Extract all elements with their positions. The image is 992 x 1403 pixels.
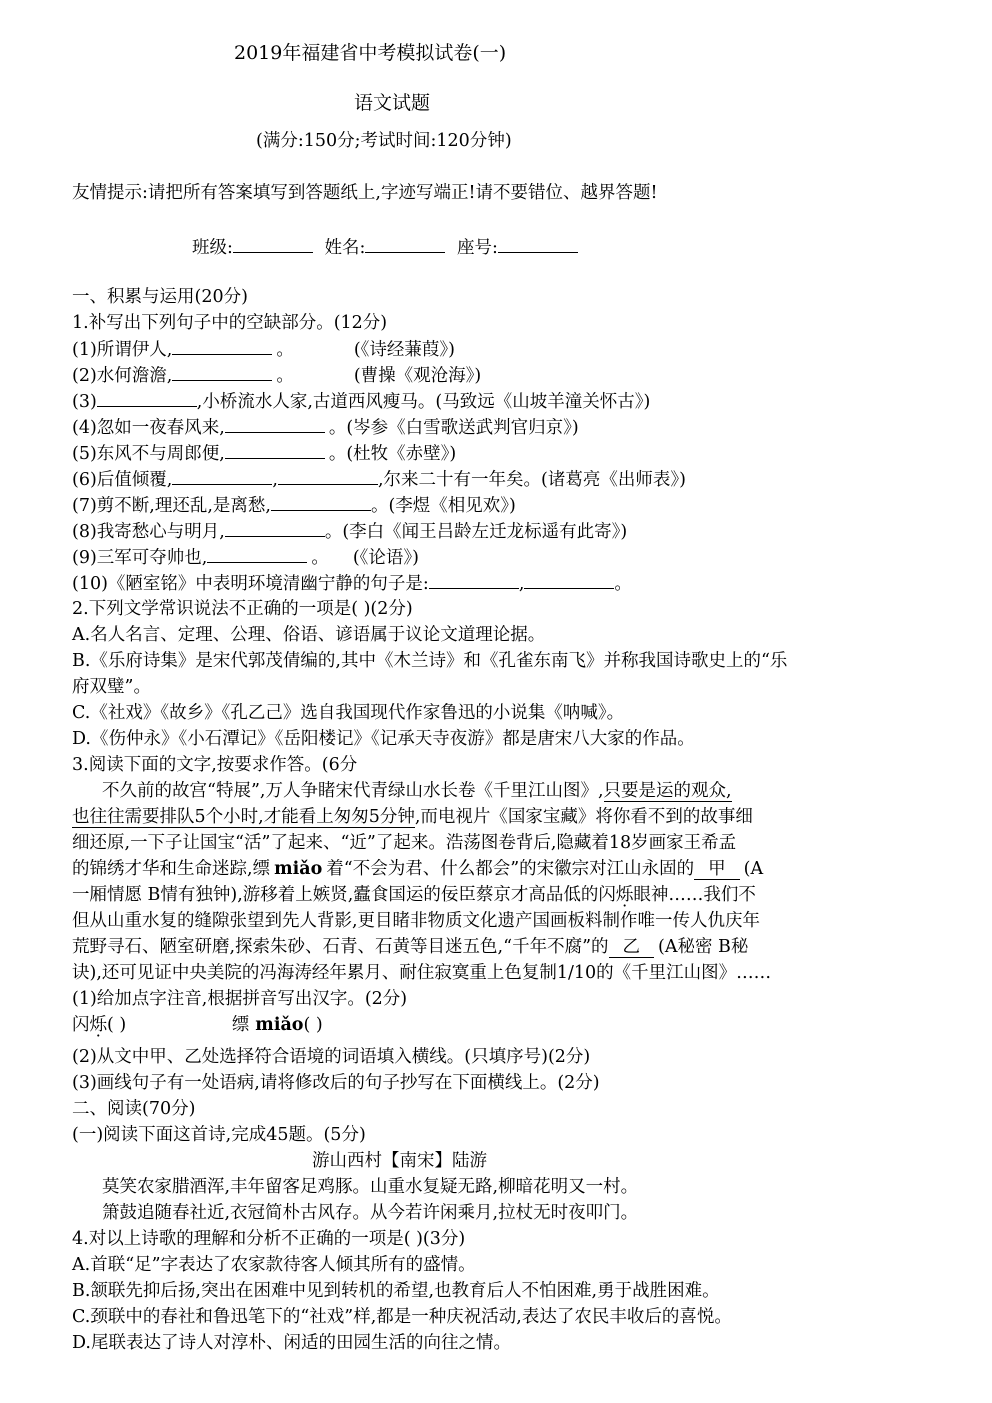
answer-blank[interactable] xyxy=(524,570,614,589)
q3-passage-line-1: 不久前的故宫“特展”,万人争睹宋代青绿山水长卷《千里江山图》,只要是运的观众, xyxy=(102,781,732,801)
q3-sub-1-answers: 闪烁( ) 缥 miǎo( ) xyxy=(72,1015,323,1035)
answer-blank[interactable] xyxy=(172,362,272,381)
q1-item-10: (10)《陋室铭》中表明环境清幽宁静的句子是: , 。 xyxy=(72,570,632,597)
subject-title: 语文试题 xyxy=(354,92,431,114)
q3-passage-line-7: 荒野寻石、陋室研磨,探索朱砂、石青、石黄等目迷五色,“千年不腐”的 乙 (A秘密 B秘 xyxy=(72,937,749,957)
q3-passage-line-2: 也往往需要排队5个小时,才能看上匆匆5分钟,而电视片《国家宝藏》将你看不到的故事细 xyxy=(72,807,753,827)
q4-option-b: B.颔联先抑后扬,突出在困难中见到转机的希望,也教育后人不怕困难,勇于战胜困难。 xyxy=(72,1281,720,1301)
exam-title: 2019年福建省中考模拟试卷(一) xyxy=(234,42,507,64)
q1-item-3: (3) ,小桥流水人家,古道西风瘦马。(马致远《山坡羊潼关怀古》) xyxy=(72,388,650,415)
exam-meta: (满分:150分;考试时间:120分钟) xyxy=(256,131,512,151)
answer-blank[interactable] xyxy=(172,336,272,355)
q2-stem: 2.下列文学常识说法不正确的一项是( )(2分) xyxy=(72,599,413,619)
answer-blank[interactable] xyxy=(271,492,371,511)
answer-paren[interactable]: ( ) xyxy=(303,1015,323,1035)
friendly-tip: 友情提示:请把所有答案填写到答题纸上,字迹写端正!请不要错位、越界答题! xyxy=(72,183,658,203)
q3-passage-line-5: 一厢情愿 B情有独钟),游移着上嫉贤,蠹食国运的佞臣蔡京才高品低的闪烁眼神……我们不 xyxy=(72,885,756,905)
underlined-sentence: 只要是运的观众, xyxy=(603,781,732,801)
q4-option-d: D.尾联表达了诗人对淳朴、闲适的田园生活的向往之情。 xyxy=(72,1333,511,1353)
underlined-sentence: 也往往需要排队5个小时,才能看上匆匆5分钟 xyxy=(72,807,415,827)
q4-option-c: C.颈联中的春社和鲁迅笔下的“社戏”样,都是一种庆祝活动,表达了农民丰收后的喜悦。 xyxy=(72,1307,732,1327)
q3-sub-3: (3)画线句子有一处语病,请将修改后的句子抄写在下面横线上。(2分) xyxy=(72,1073,600,1093)
class-blank[interactable] xyxy=(233,234,313,253)
q2-option-d: D.《伤仲永》《小石潭记》《岳阳楼记》《记承天寺夜游》都是唐宋八大家的作品。 xyxy=(72,729,695,749)
pinyin-miao: miǎo xyxy=(274,859,323,879)
answer-blank[interactable] xyxy=(225,518,325,537)
q3-passage-line-8: 诀),还可见证中央美院的冯海涛经年累月、耐住寂寞重上色复制1/10的《千里江山图》…… xyxy=(72,963,772,983)
q1-item-1: (1)所谓伊人, 。 (《诗经蒹葭》) xyxy=(72,336,455,363)
q2-option-c: C.《社戏》《故乡》《孔乙己》选自我国现代作家鲁迅的小说集《呐喊》。 xyxy=(72,703,625,723)
answer-blank[interactable] xyxy=(97,388,197,407)
answer-blank[interactable] xyxy=(278,466,378,485)
poem-line-2: 箫鼓追随春社近,衣冠简朴古风存。从今若许闲乘月,拉杖无时夜叩门。 xyxy=(102,1203,639,1223)
q3-sub-1: (1)给加点字注音,根据拼音写出汉字。(2分) xyxy=(72,989,408,1009)
q3-passage-line-6: 但从山重水复的缝隙张望到先人背影,更目睹非物质文化遗产国画板料制作唯一传人仇庆年 xyxy=(72,911,761,931)
answer-blank[interactable] xyxy=(172,466,272,485)
poem-line-1: 莫笑农家腊酒浑,丰年留客足鸡豚。山重水复疑无路,柳暗花明又一村。 xyxy=(102,1177,639,1197)
q1-stem: 1.补写出下列句子中的空缺部分。(12分) xyxy=(72,313,388,333)
q3-passage-line-3: 细还原,一下子让国宝“活”了起来、“近”了起来。浩荡图卷背后,隐藏着18岁画家王希孟 xyxy=(72,833,737,853)
section-2-heading: 二、阅读(70分) xyxy=(72,1099,196,1119)
section-2-part-1: (一)阅读下面这首诗,完成45题。(5分) xyxy=(72,1125,366,1145)
answer-blank[interactable] xyxy=(225,414,325,433)
q1-item-7: (7)剪不断,理还乱,是离愁, 。(李煜《相见欢》) xyxy=(72,492,516,519)
pinyin-miao: miǎo xyxy=(255,1015,304,1035)
answer-blank[interactable] xyxy=(207,544,307,563)
student-info-row xyxy=(192,234,578,261)
q1-item-4: (4)忽如一夜春风来, 。(岑参《白雪歌送武判官归京》) xyxy=(72,414,579,441)
q3-stem: 3.阅读下面的文字,按要求作答。(6分 xyxy=(72,755,358,775)
answer-paren[interactable]: ( ) xyxy=(107,1015,127,1035)
section-1-heading: 一、积累与运用(20分) xyxy=(72,287,248,307)
dotted-char: 烁 xyxy=(615,885,634,905)
q3-passage-line-4: 的锦绣才华和生命迷踪,缥 miǎo 着“不会为君、什么都会”的宋徽宗对江山永固的 甲 (A xyxy=(72,859,764,879)
q2-option-b-cont: 府双璧”。 xyxy=(72,677,151,697)
q1-item-8: (8)我寄愁心与明月, 。(李白《闻王吕龄左迁龙标遥有此寄》) xyxy=(72,518,627,545)
name-label: 姓名: xyxy=(324,238,366,258)
answer-blank[interactable] xyxy=(225,440,325,459)
q1-item-6: (6)后值倾覆, , ,尔来二十有一年矣。(诸葛亮《出师表》) xyxy=(72,466,686,493)
answer-blank[interactable] xyxy=(429,570,519,589)
q1-item-5: (5)东风不与周郎便, 。(杜牧《赤壁》) xyxy=(72,440,456,467)
q2-option-b: B.《乐府诗集》是宋代郭茂倩编的,其中《木兰诗》和《孔雀东南飞》并称我国诗歌史上的“乐 xyxy=(72,651,788,671)
seat-label: 座号: xyxy=(456,238,498,258)
q2-option-a: A.名人名言、定理、公理、俗语、谚语属于议论文道理论据。 xyxy=(72,625,546,645)
q3-sub-2: (2)从文中甲、乙处选择符合语境的词语填入横线。(只填序号)(2分) xyxy=(72,1047,591,1067)
class-label: 班级: xyxy=(192,238,233,258)
q1-item-9: (9)三军可夺帅也, 。 (《论语》) xyxy=(72,544,419,571)
seat-blank[interactable] xyxy=(498,234,578,253)
q4-option-a: A.首联“足”字表达了农家款待客人倾其所有的盛情。 xyxy=(72,1255,476,1275)
name-blank[interactable] xyxy=(365,234,445,253)
q1-item-2: (2)水何澹澹, 。 (曹操《观沧海》) xyxy=(72,362,481,389)
dotted-char: 烁 xyxy=(89,1015,107,1035)
blank-yi[interactable]: 乙 xyxy=(609,937,655,958)
blank-jia[interactable]: 甲 xyxy=(694,859,740,880)
q4-stem: 4.对以上诗歌的理解和分析不正确的一项是( )(3分) xyxy=(72,1229,466,1249)
poem-title: 游山西村【南宋】陆游 xyxy=(312,1151,487,1171)
